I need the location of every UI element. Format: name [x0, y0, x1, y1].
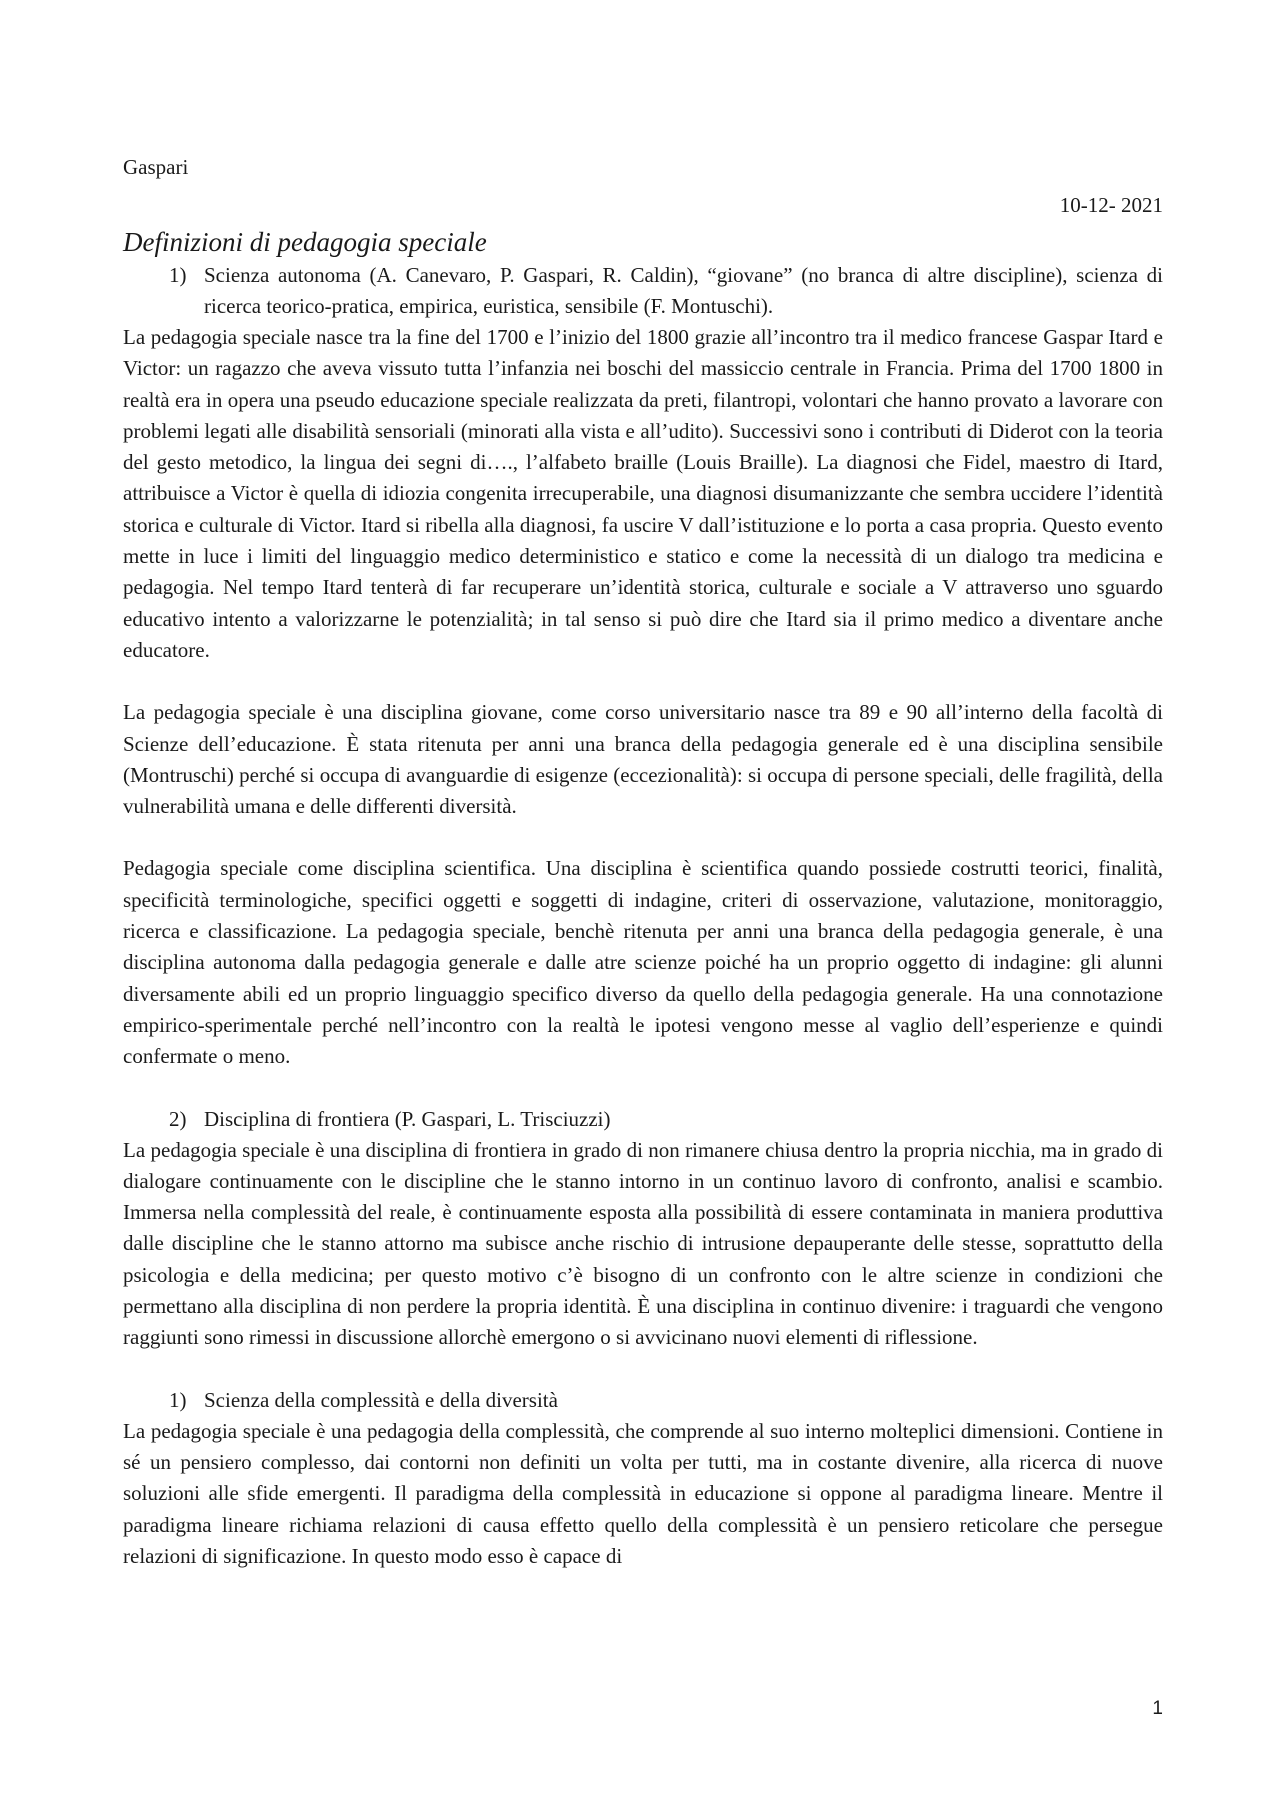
author-name: Gaspari	[123, 155, 189, 179]
paragraph-gap	[123, 666, 1163, 697]
list-number: 2)	[169, 1106, 187, 1131]
document-date: 10-12- 2021	[1059, 193, 1163, 217]
paragraph-origins: La pedagogia speciale nasce tra la fine del 1700 e l’inizio del 1800 grazie all’incontro tra il medico francese Gaspar Itard e Victor: un ragazzo che aveva vissuto tutta l’infanzia nei boschi del massiccio centrale in Francia. Prima del 1700 1800 in realtà era in opera una pseudo educazione speciale realizzata da preti, filantropi, volontari che hanno provato a lavorare con problemi legati alle disabilità sensoriali (minorati alla vista e all’udito). Successivi sono i contributi di Diderot con la teoria del gesto metodico, la lingua dei segni di…., l’alfabeto braille (Louis Braille). La diagnosi che Fidel, maestro di Itard, attribuisce a Victor è quella di idiozia congenita irrecuperabile, una diagnosi disumanizzante che sembra uccidere l’identità storica e culturale di Victor. Itard si ribella alla diagnosi, fa uscire V dall’istituzione e lo porta a casa propria. Questo evento mette in luce i limiti del linguaggio medico deterministico e statico e come la necessità di un dialogo tra medicina e pedagogia. Nel tempo Itard tenterà di far recuperare un’identità storica, culturale e sociale a V attraverso uno sguardo educativo intento a valorizzarne le potenzialità; in tal senso si può dire che Itard sia il primo medico a diventare anche educatore.	[123, 325, 1163, 662]
paragraph-young-discipline: La pedagogia speciale è una disciplina giovane, come corso universitario nasce tra 89 e 90 all’interno della facoltà di Scienze dell’educazione. È stata ritenuta per anni una branca della pedagogia generale ed è una disciplina sensibile (Montruschi) perché si occupa di avanguardie di esigenze (eccezionalità): si occupa di persone speciali, delle fragilità, della vulnerabilità umana e delle differenti diversità.	[123, 700, 1163, 819]
list-text: Scienza autonoma (A. Canevaro, P. Gaspari, R. Caldin), “giovane” (no branca di altre discipline), scienza di ricerca teorico-pratica, empirica, euristica, sensibile (F. Montuschi).	[204, 263, 1163, 318]
paragraph-gap	[123, 1354, 1163, 1385]
list-number: 1)	[169, 263, 187, 287]
document-page	[123, 152, 1163, 1572]
list-text: Scienza della complessità e della diversità	[204, 1387, 558, 1412]
page-number: 1	[1152, 1698, 1163, 1719]
paragraph-gap	[123, 822, 1163, 853]
paragraph-scientific-discipline: Pedagogia speciale come disciplina scientifica. Una disciplina è scientifica quando possiede costrutti teorici, finalità, specificità terminologiche, specifici oggetti e soggetti di indagine, criteri di osservazione, valutazione, monitoraggio, ricerca e classificazione. La pedagogia speciale, benchè ritenuta per anni una branca della pedagogia generale, è una disciplina autonoma dalla pedagogia generale e dalle atre scienze poiché ha un proprio oggetto di indagine: gli alunni diversamente abili ed un proprio linguaggio specifico diverso da quello della pedagogia generale. Ha una connotazione empirico-sperimentale perché nell’incontro con la realtà le ipotesi vengono messe al vaglio dell’esperienze e quindi confermate o meno.	[123, 856, 1163, 1069]
list-item-section-1	[123, 260, 1163, 322]
paragraph-complexity: La pedagogia speciale è una pedagogia della complessità, che comprende al suo interno molteplici dimensioni. Contiene in sé un pensiero complesso, dai contorni non definiti un volta per tutti, ma in costante divenire, alla ricerca di nuove soluzioni alle sfide emergenti. Il paradigma della complessità in educazione si oppone al paradigma lineare. Mentre il paradigma lineare richiama relazioni di causa effetto quello della complessità è un pensiero reticolare che persegue relazioni di significazione. In questo modo esso è capace di	[123, 1418, 1163, 1568]
list-text: Disciplina di frontiera (P. Gaspari, L. Trisciuzzi)	[204, 1106, 611, 1131]
paragraph-frontier-discipline: La pedagogia speciale è una disciplina di frontiera in grado di non rimanere chiusa dentro la propria nicchia, ma in grado di dialogare continuamente con le discipline che le stanno intorno in un continuo lavoro di confronto, analisi e scambio. Immersa nella complessità del reale, è continuamente esposta alla possibilità di essere contaminata in maniera produttiva dalle discipline che le stanno attorno ma subisce anche rischio di intrusione depauperante delle stesse, soprattutto della psicologia e della medicina; per questo motivo c’è bisogno di un confronto con le altre scienze in condizioni che permettano alla disciplina di non perdere la propria identità. È una disciplina in continuo divenire: i traguardi che vengono raggiunti sono rimessi in discussione allorchè emergono o si avvicinano nuovi elementi di riflessione.	[123, 1137, 1163, 1350]
list-item-section-2	[123, 1104, 1163, 1135]
paragraph-gap	[123, 1073, 1163, 1104]
list-item-section-3	[123, 1385, 1163, 1416]
list-number: 1)	[169, 1387, 187, 1412]
page-title: Definizioni di pedagogia speciale	[123, 227, 487, 257]
